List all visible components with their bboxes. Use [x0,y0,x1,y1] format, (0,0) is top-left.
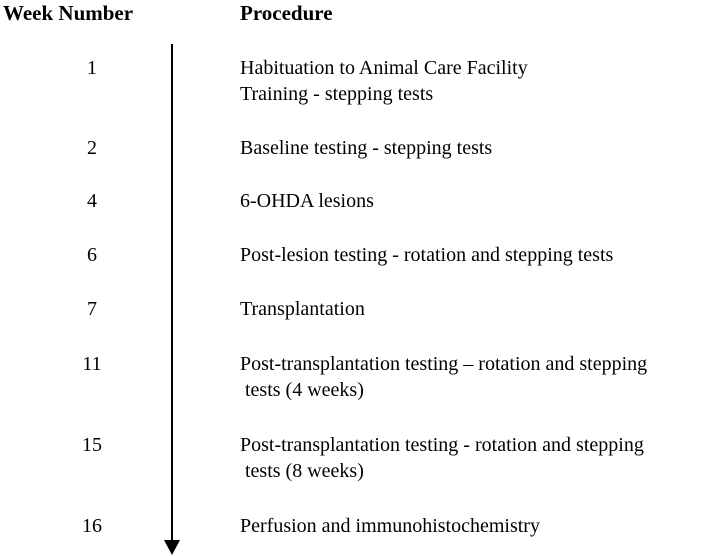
procedure-line: Transplantation [240,298,365,320]
procedure-line: Post-lesion testing - rotation and stepping tests [240,244,614,266]
procedure-line: Post-transplantation testing – rotation and stepping [240,353,648,375]
procedure-line: tests (4 weeks) [240,379,364,401]
week-number-7: 7 [87,298,97,320]
procedure-line: Training - stepping tests [240,83,434,105]
procedure-line: Post-transplantation testing - rotation and stepping [240,434,644,456]
week-number-4: 4 [87,190,97,212]
week-number-header: Week Number [3,1,134,25]
week-number-16: 16 [82,515,102,537]
procedure-header: Procedure [240,1,333,25]
week-number-11: 11 [82,353,102,375]
timeline-arrow-head [164,540,180,555]
timeline-arrow [160,44,184,556]
week-number-6: 6 [87,244,97,266]
week-number-2: 2 [87,137,97,159]
procedure-line: Habituation to Animal Care Facility [240,57,528,79]
procedure-line: Baseline testing - stepping tests [240,137,493,159]
procedure-line: 6-OHDA lesions [240,190,374,212]
procedure-line: tests (8 weeks) [240,460,364,482]
week-number-15: 15 [82,434,102,456]
week-number-1: 1 [87,57,97,79]
procedure-line: Perfusion and immunohistochemistry [240,515,540,537]
